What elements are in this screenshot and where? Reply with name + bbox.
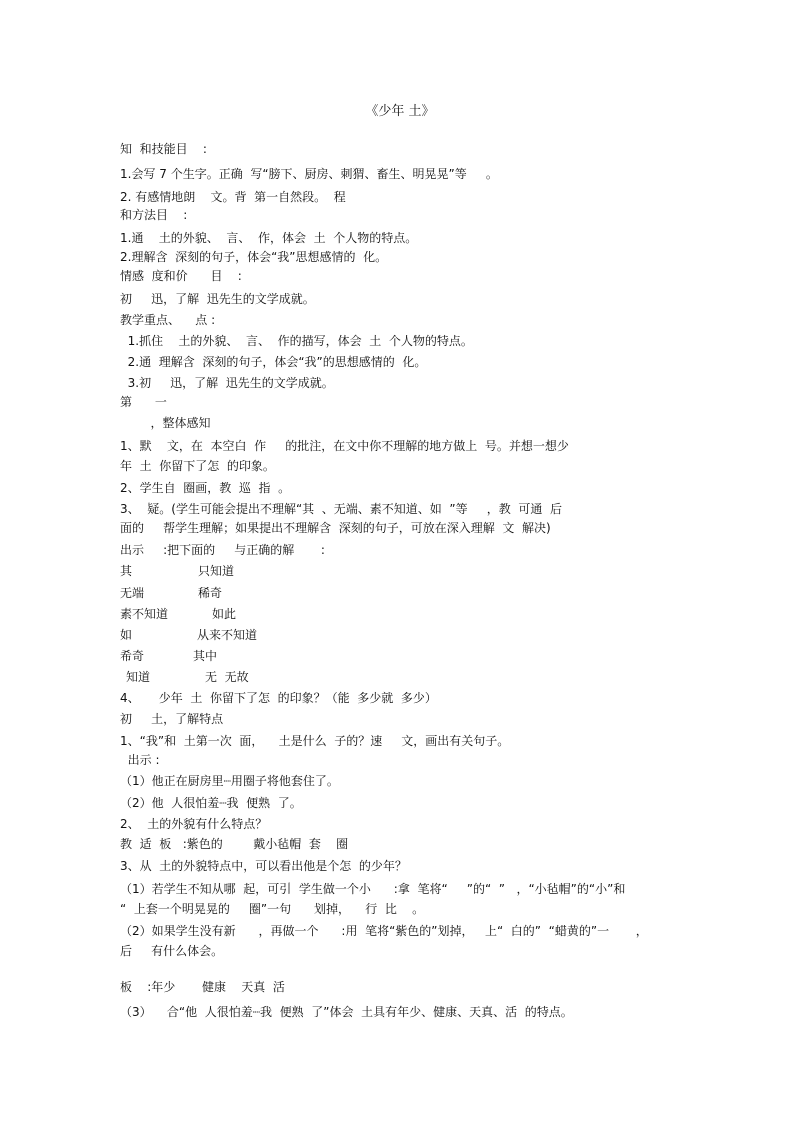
list-item: 3.初 迅，了解 迅先生的文学成就。 [120,376,334,390]
paragraph: 2、 土的外貌有什么特点？ [120,817,268,831]
paragraph: 后 有什么体会。 [120,944,224,958]
objective-heading-knowledge: 知 和技能目 : [120,142,207,156]
objective-heading-method: 和方法目 : [120,208,188,222]
quote-item: （1）他正在厨房里┈用圈子将他套住了。 [120,774,339,788]
vocab-meaning: 无 无故 [205,670,249,684]
paragraph: 2. 有感情地朗 文。背 第一自然段。 程 [120,190,346,204]
blackboard-note: 板 :年少 健康 天真 活 [120,980,285,994]
vocab-word: 知道 [126,670,151,684]
section-heading: 第 一 [120,395,167,409]
vocab-word: 其 [120,564,133,578]
paragraph: 2、学生自 圈画，教 巡 指 。 [120,481,291,495]
paragraph: 1.会写 7 个生字。正确 写“膀下、厨房、刺猬、畜生、明晃晃”等 。 [120,167,498,181]
objective-heading-emotion: 情感 度和价 目 : [120,269,242,283]
section-subheading: ，整体感知 [120,416,211,430]
paragraph: 1、“我”和 土第一次 面， 土是什么 子的？速 文，画出有关句子。 [120,734,510,748]
vocab-word: 如 [120,628,133,642]
paragraph: （1）若学生不知从哪 起，可引 学生做一个小 :拿 笔将“ ”的“ ” ，“小毡帽”的“小”和 [120,882,626,896]
paragraph: （2）如果学生没有新 ，再做一个 :用 笔将“紫色的”划掉， 上“ 白的” “蜡黄的”一 ， [120,924,648,938]
section-subheading: 初 土，了解特点 [120,712,224,726]
blackboard-note: 教 适 板 :紫色的 戴小毡帽 套 圈 [120,837,349,851]
paragraph: 1.通 土的外貌、 言、 作，体会 土 个人物的特点。 [120,231,418,245]
paragraph: 1、默 文，在 本空白 作 的批注，在文中你不理解的地方做上 号。并想一想少 [120,439,569,453]
paragraph: 年 土 你留下了怎 的印象。 [120,459,275,473]
display-label: 出示 : [120,753,160,767]
paragraph: 3、从 土的外貌特点中，可以看出他是个怎 的少年？ [120,859,407,873]
paragraph: 初 迅，了解 迅先生的文学成就。 [120,292,315,306]
paragraph: 4、 少年 土 你留下了怎 的印象？（能 多少就 多少） [120,691,437,705]
paragraph: 面的 帮学生理解；如果提出不理解含 深刻的句子，可放在深入理解 文 解决) [120,521,551,535]
vocab-meaning: 稀奇 [198,586,223,600]
vocab-word: 希奇 [120,649,145,663]
paragraph: 2.理解含 深刻的句子，体会“我”思想感情的 化。 [120,250,388,264]
paragraph: “ 上套一个明晃晃的 圈”一句 划掉， 行 比 。 [120,902,425,916]
quote-item: （2）他 人很怕羞┈我 便熟 了。 [120,796,302,810]
exercise-prompt: 出示 :把下面的 与正确的解 : [120,543,325,557]
vocab-meaning: 如此 [212,607,237,621]
vocab-meaning: 其中 [193,649,218,663]
vocab-meaning: 只知道 [198,564,235,578]
vocab-word: 无端 [120,586,145,600]
document-title: 《少年 土》 [365,104,435,119]
list-item: 2.通 理解含 深刻的句子，体会“我”的思想感情的 化。 [120,355,427,369]
vocab-word: 素不知道 [120,607,169,621]
paragraph: （3） 合“他 人很怕羞┈我 便熟 了”体会 土具有年少、健康、天真、活 的特点。 [120,1005,573,1019]
vocab-meaning: 从来不知道 [197,628,258,642]
list-item: 1.抓住 土的外貌、 言、 作的描写，体会 土 个人物的特点。 [120,334,473,348]
paragraph: 3、 疑。(学生可能会提出不理解“其 、无端、素不知道、如 ”等 ，教 可通 后 [120,502,562,516]
key-points-heading: 教学重点、 点 : [120,313,216,327]
